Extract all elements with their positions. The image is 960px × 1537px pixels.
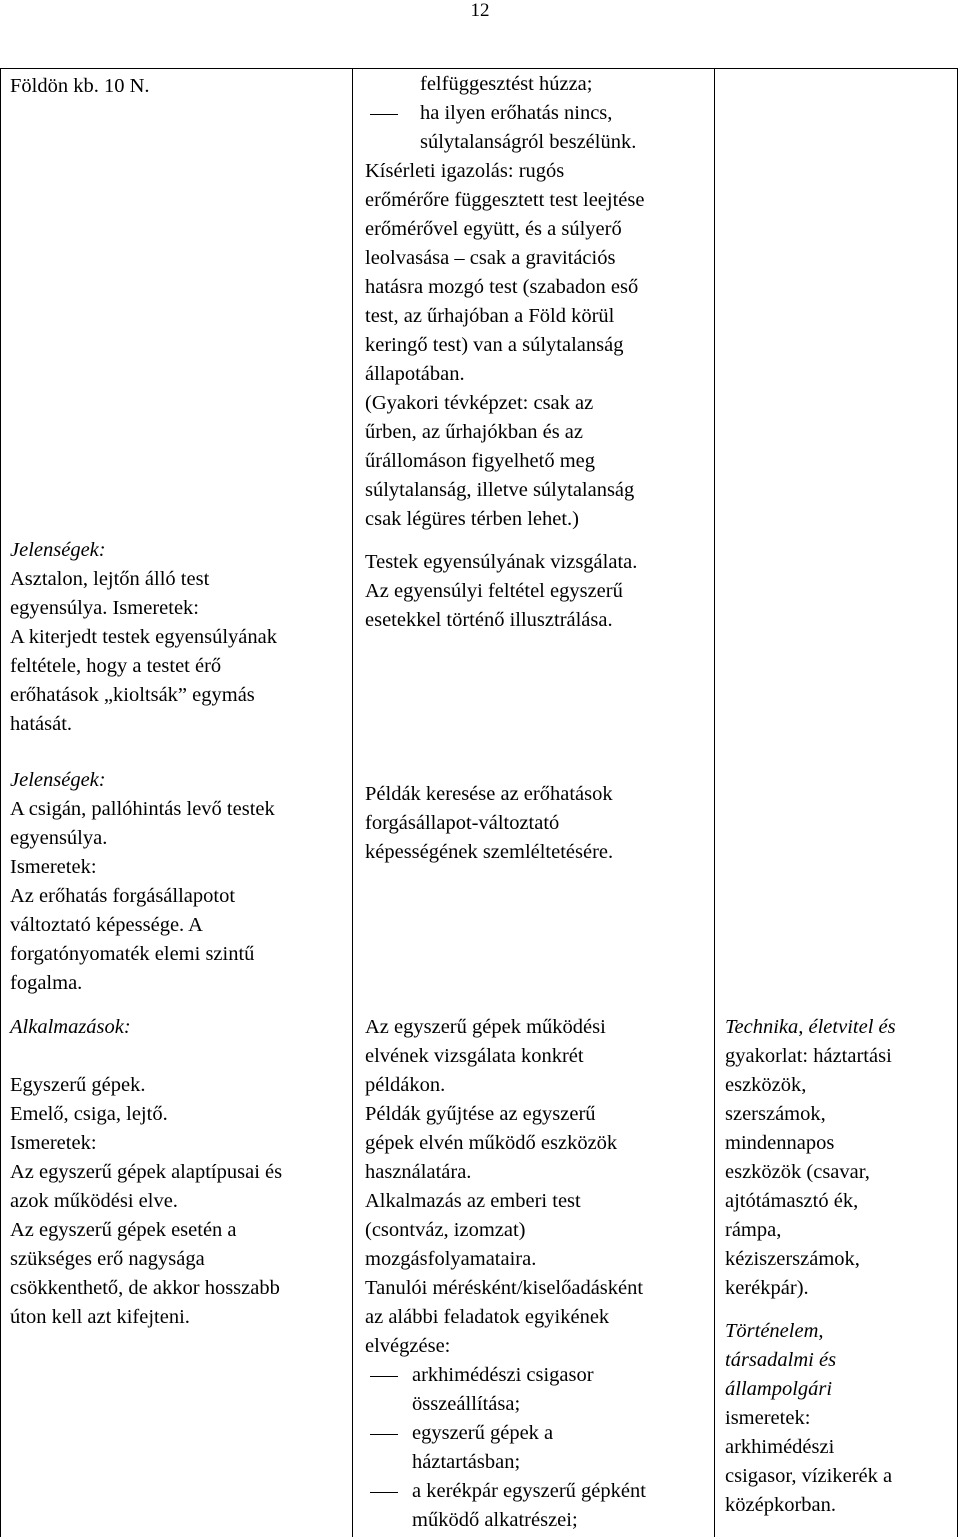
row0-col2-line: test, az űrhajóban a Föld körül [365, 305, 615, 327]
row1-col2-line: Az egyensúlyi feltétel egyszerű [365, 580, 623, 602]
row1-col1-line: A kiterjedt testek egyensúlyának [10, 626, 277, 648]
row1-col1 [10, 536, 346, 739]
row0-col2-line: hatásra mozgó test (szabadon eső [365, 276, 639, 298]
row3-col3-spacer [725, 1303, 953, 1317]
column-divider-2 [714, 68, 715, 1537]
row3-col1-line: szükséges erő nagysága [10, 1248, 205, 1270]
row0-col2-line: súlytalanság, illetve súlytalanság [365, 479, 635, 501]
row3-col2 [365, 1013, 710, 1535]
row2-col1-line: Ismeretek: [10, 856, 97, 878]
row3-col3-line: ajtótámasztó ék, [725, 1190, 859, 1212]
row2-col2-line: Példák keresése az erőhatások [365, 783, 613, 805]
row3-col1-line: Az egyszerű gépek alaptípusai és [10, 1161, 283, 1183]
row3-col2-line: Tanulói mérésként/kiselőadásként [365, 1277, 644, 1299]
row2-col1 [10, 766, 346, 998]
row3-col1-line: Az egyszerű gépek esetén a [10, 1219, 237, 1241]
row3-col3-line: mindennapos [725, 1132, 835, 1154]
row3-col1-label: Alkalmazások: [10, 1016, 131, 1038]
row3-col2-line: használatára. [365, 1161, 472, 1183]
row3-col1-line: Egyszerű gépek. [10, 1074, 146, 1096]
row3-col2-dash-line: arkhimédészi csigasor [412, 1364, 594, 1386]
row0-col2-line: állapotában. [365, 363, 465, 385]
row3-col3-line: rámpa, [725, 1219, 782, 1241]
row1-col2-line: Testek egyensúlyának vizsgálata. [365, 551, 638, 573]
row2-col2-line: képességének szemléltetésére. [365, 841, 614, 863]
row3-col2-dash-line: egyszerű gépek a [412, 1422, 554, 1444]
row2-col1-label: Jelenségek: [10, 769, 106, 791]
row2-col1-line: változtató képessége. A [10, 914, 203, 936]
row3-col3-line: eszközök (csavar, [725, 1161, 870, 1183]
row3-col1 [10, 1013, 346, 1332]
row0-col1 [10, 72, 346, 101]
row3-col1-line: azok működési elve. [10, 1190, 178, 1212]
row1-col2 [365, 548, 710, 635]
row3-col3-line: arkhimédészi [725, 1436, 835, 1458]
row0-col2-dash-line: súlytalanságról beszélünk. [420, 131, 637, 153]
row2-col1-line: A csigán, pallóhintás levő testek [10, 798, 275, 820]
row3-col1-line: úton kell azt kifejteni. [10, 1306, 190, 1328]
row3-col3-line: szerszámok, [725, 1103, 826, 1125]
row0-col2-line: erőmérővel együtt, és a súlyerő [365, 218, 622, 240]
row2-col2 [365, 780, 710, 867]
row0-col2-line: Kísérleti igazolás: rugós [365, 160, 565, 182]
row1-col1-line: erőhatások „kioltsák” egymás [10, 684, 255, 706]
row2-col1-line: Az erőhatás forgásállapotot [10, 885, 236, 907]
row3-col2-line: gépek elvén működő eszközök [365, 1132, 618, 1154]
row3-col2-line: példákon. [365, 1074, 446, 1096]
row3-col2-line: (csontváz, izomzat) [365, 1219, 526, 1241]
row0-col2-cont: felfüggesztést húzza; [420, 73, 593, 95]
row0-col2-line: keringő test) van a súlytalanság [365, 334, 624, 356]
row3-col2-line: Az egyszerű gépek működési [365, 1016, 606, 1038]
row0-col2-line: erőmérőre függesztett test leejtése [365, 189, 645, 211]
row3-col1-line: Emelő, csiga, lejtő. [10, 1103, 168, 1125]
row3-col2-dash-line: összeállítása; [412, 1393, 521, 1415]
row3-col2-line: elvének vizsgálata konkrét [365, 1045, 584, 1067]
row2-col1-line: fogalma. [10, 972, 83, 994]
row1-col2-line: esetekkel történő illusztrálása. [365, 609, 613, 631]
row3-col3-line: eszközök, [725, 1074, 807, 1096]
row2-col1-line: forgatónyomaték elemi szintű [10, 943, 255, 965]
row1-col1-line: feltétele, hogy a testet érő [10, 655, 222, 677]
row0-col2-line: űrben, az űrhajókban és az [365, 421, 583, 443]
row3-col1-line: Ismeretek: [10, 1132, 97, 1154]
row3-col3-subject-heading: állampolgári [725, 1378, 833, 1400]
row0-col2-dash-item [365, 99, 710, 157]
row0-col2-line: űrállomáson figyelhető meg [365, 450, 595, 472]
row1-col1-line: Asztalon, lejtőn álló test [10, 568, 210, 590]
row3-col2-dash-item [365, 1419, 710, 1477]
row3-col3-line: középkorban. [725, 1494, 836, 1516]
row0-col2-line: csak légüres térben lehet.) [365, 508, 580, 530]
row3-col3-subject-heading: Történelem, [725, 1320, 824, 1342]
row0-col2-line: (Gyakori tévképzet: csak az [365, 392, 594, 414]
row3-col2-line: az alábbi feladatok egyikének [365, 1306, 610, 1328]
row3-col3-line: csigasor, vízikerék a [725, 1465, 893, 1487]
row3-col1-line: csökkenthető, de akkor hosszabb [10, 1277, 280, 1299]
row2-col1-line: egyensúlya. [10, 827, 108, 849]
row3-col3-line: kéziszerszámok, [725, 1248, 860, 1270]
row0-col2 [365, 70, 710, 534]
row3-col2-dash-item [365, 1477, 710, 1535]
row3-col2-line: Példák gyűjtése az egyszerű [365, 1103, 596, 1125]
row1-col1-line: egyensúlya. Ismeretek: [10, 597, 199, 619]
row3-col3-subject-heading: társadalmi és [725, 1349, 837, 1371]
row3-col3 [725, 1013, 953, 1520]
row3-col3-line: ismeretek: [725, 1407, 811, 1429]
row3-col2-dash-line: a kerékpár egyszerű gépként [412, 1480, 646, 1502]
column-divider-1 [352, 68, 353, 1537]
row3-col2-dash-line: működő alkatrészei; [412, 1509, 578, 1531]
row0-col2-body [365, 157, 710, 534]
row2-col2-line: forgásállapot-változtató [365, 812, 560, 834]
row3-col3-subject-heading: Technika, életvitel és [725, 1016, 896, 1038]
row3-col2-line: elvégzése: [365, 1335, 451, 1357]
row0-col2-line: leolvasása – csak a gravitációs [365, 247, 616, 269]
row0-col2-dash-line: ha ilyen erőhatás nincs, [420, 102, 613, 124]
row1-col1-line: hatását. [10, 713, 73, 735]
row3-col2-dash-item [365, 1361, 710, 1419]
row1-col1-label: Jelenségek: [10, 539, 106, 561]
row3-col3-line: kerékpár). [725, 1277, 809, 1299]
row3-col1-spacer [10, 1042, 346, 1071]
row3-col2-line: mozgásfolyamataira. [365, 1248, 537, 1270]
row3-col2-line: Alkalmazás az emberi test [365, 1190, 581, 1212]
row3-col2-dash-line: háztartásban; [412, 1451, 521, 1473]
row3-col3-line: gyakorlat: háztartási [725, 1045, 892, 1067]
row0-col1-line: Földön kb. 10 N. [10, 75, 150, 97]
page-number: 12 [470, 0, 490, 21]
